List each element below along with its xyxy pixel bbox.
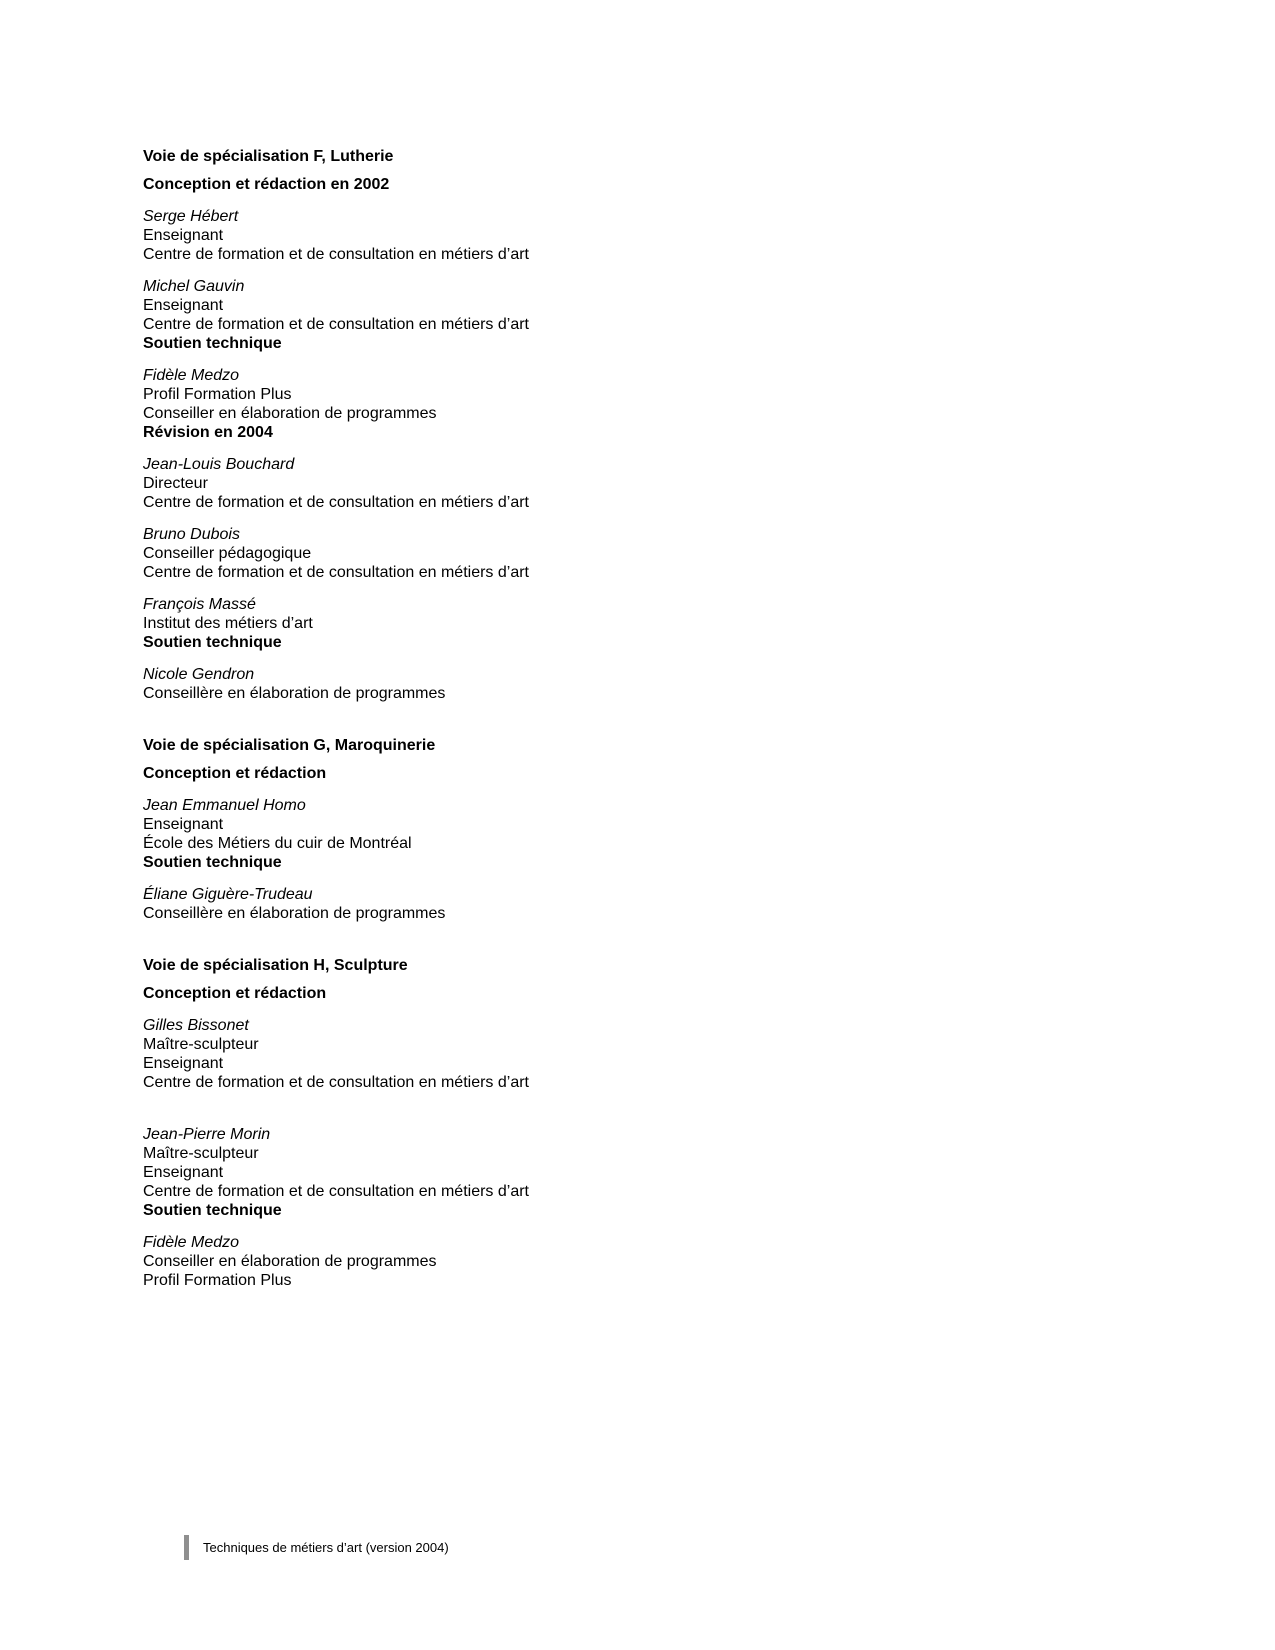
group-soutien-technique [143,1201,1093,1290]
group-heading: Conception et rédaction en 2002 [143,176,390,193]
section-lutherie [143,147,1093,703]
person-name: Fidèle Medzo [143,367,240,384]
person-role-line: Conseiller en élaboration de programmes [143,405,437,422]
person-name: Gilles Bissonet [143,1017,249,1034]
person-role-line: Conseillère en élaboration de programmes [143,685,446,702]
group-soutien-technique [143,853,1093,923]
credits-content [143,147,1093,1290]
group-heading: Révision en 2004 [143,424,273,441]
person-role-line: Enseignant [143,1164,224,1181]
group-conception-2002 [143,175,1093,334]
footer-bar [184,1535,189,1560]
person-role-line: Maître-sculpteur [143,1145,259,1162]
group-heading: Soutien technique [143,1202,282,1219]
person-org-line: Centre de formation et de consultation en métiers d’art [143,316,529,333]
group-heading: Soutien technique [143,854,282,871]
section-title: Voie de spécialisation G, Maroquinerie [143,737,436,754]
person-block [143,525,1093,582]
group-heading: Soutien technique [143,634,282,651]
person-org-line: Profil Formation Plus [143,1272,292,1289]
person-name: Jean-Louis Bouchard [143,456,295,473]
person-block [143,595,1093,633]
person-name: Éliane Giguère-Trudeau [143,886,313,903]
person-block [143,1125,1093,1201]
person-role-line: Enseignant [143,1055,224,1072]
person-block [143,665,1093,703]
section-maroquinerie [143,736,1093,923]
person-role-line: Conseillère en élaboration de programmes [143,905,446,922]
person-block [143,277,1093,334]
person-org-line: Centre de formation et de consultation en métiers d’art [143,1183,529,1200]
group-heading: Soutien technique [143,335,282,352]
person-org-line: Centre de formation et de consultation en métiers d’art [143,494,529,511]
group-heading: Conception et rédaction [143,985,327,1002]
section-title: Voie de spécialisation F, Lutherie [143,148,394,165]
group-heading: Conception et rédaction [143,765,327,782]
person-block [143,885,1093,923]
group-revision-2004 [143,423,1093,633]
person-name: Nicole Gendron [143,666,255,683]
person-name: Jean-Pierre Morin [143,1126,271,1143]
person-org-line: Institut des métiers d’art [143,615,313,632]
person-block [143,455,1093,512]
person-org-line: Profil Formation Plus [143,386,292,403]
person-name: Serge Hébert [143,208,239,225]
person-block [143,1016,1093,1092]
person-role-line: Enseignant [143,816,224,833]
person-name: Jean Emmanuel Homo [143,797,306,814]
person-org-line: Centre de formation et de consultation en métiers d’art [143,1074,529,1091]
group-soutien-technique [143,633,1093,703]
group-conception [143,984,1093,1201]
person-role-line: Maître-sculpteur [143,1036,259,1053]
person-org-line: Centre de formation et de consultation en métiers d’art [143,564,529,581]
person-role-line: Enseignant [143,297,224,314]
section-sculpture [143,956,1093,1290]
footer-text: Techniques de métiers d’art (version 2004) [203,1540,449,1555]
person-block [143,796,1093,853]
person-role-line: Enseignant [143,227,224,244]
person-block [143,1233,1093,1290]
person-name: Bruno Dubois [143,526,240,543]
person-block [143,366,1093,423]
group-conception [143,764,1093,853]
person-org-line: Centre de formation et de consultation en métiers d’art [143,246,529,263]
person-role-line: Directeur [143,475,208,492]
person-block [143,207,1093,264]
person-role-line: Conseiller pédagogique [143,545,312,562]
person-name: François Massé [143,596,256,613]
person-name: Fidèle Medzo [143,1234,240,1251]
section-title: Voie de spécialisation H, Sculpture [143,957,408,974]
group-soutien-technique [143,334,1093,423]
page-footer [184,1535,449,1560]
person-name: Michel Gauvin [143,278,245,295]
person-org-line: École des Métiers du cuir de Montréal [143,835,412,852]
person-role-line: Conseiller en élaboration de programmes [143,1253,437,1270]
